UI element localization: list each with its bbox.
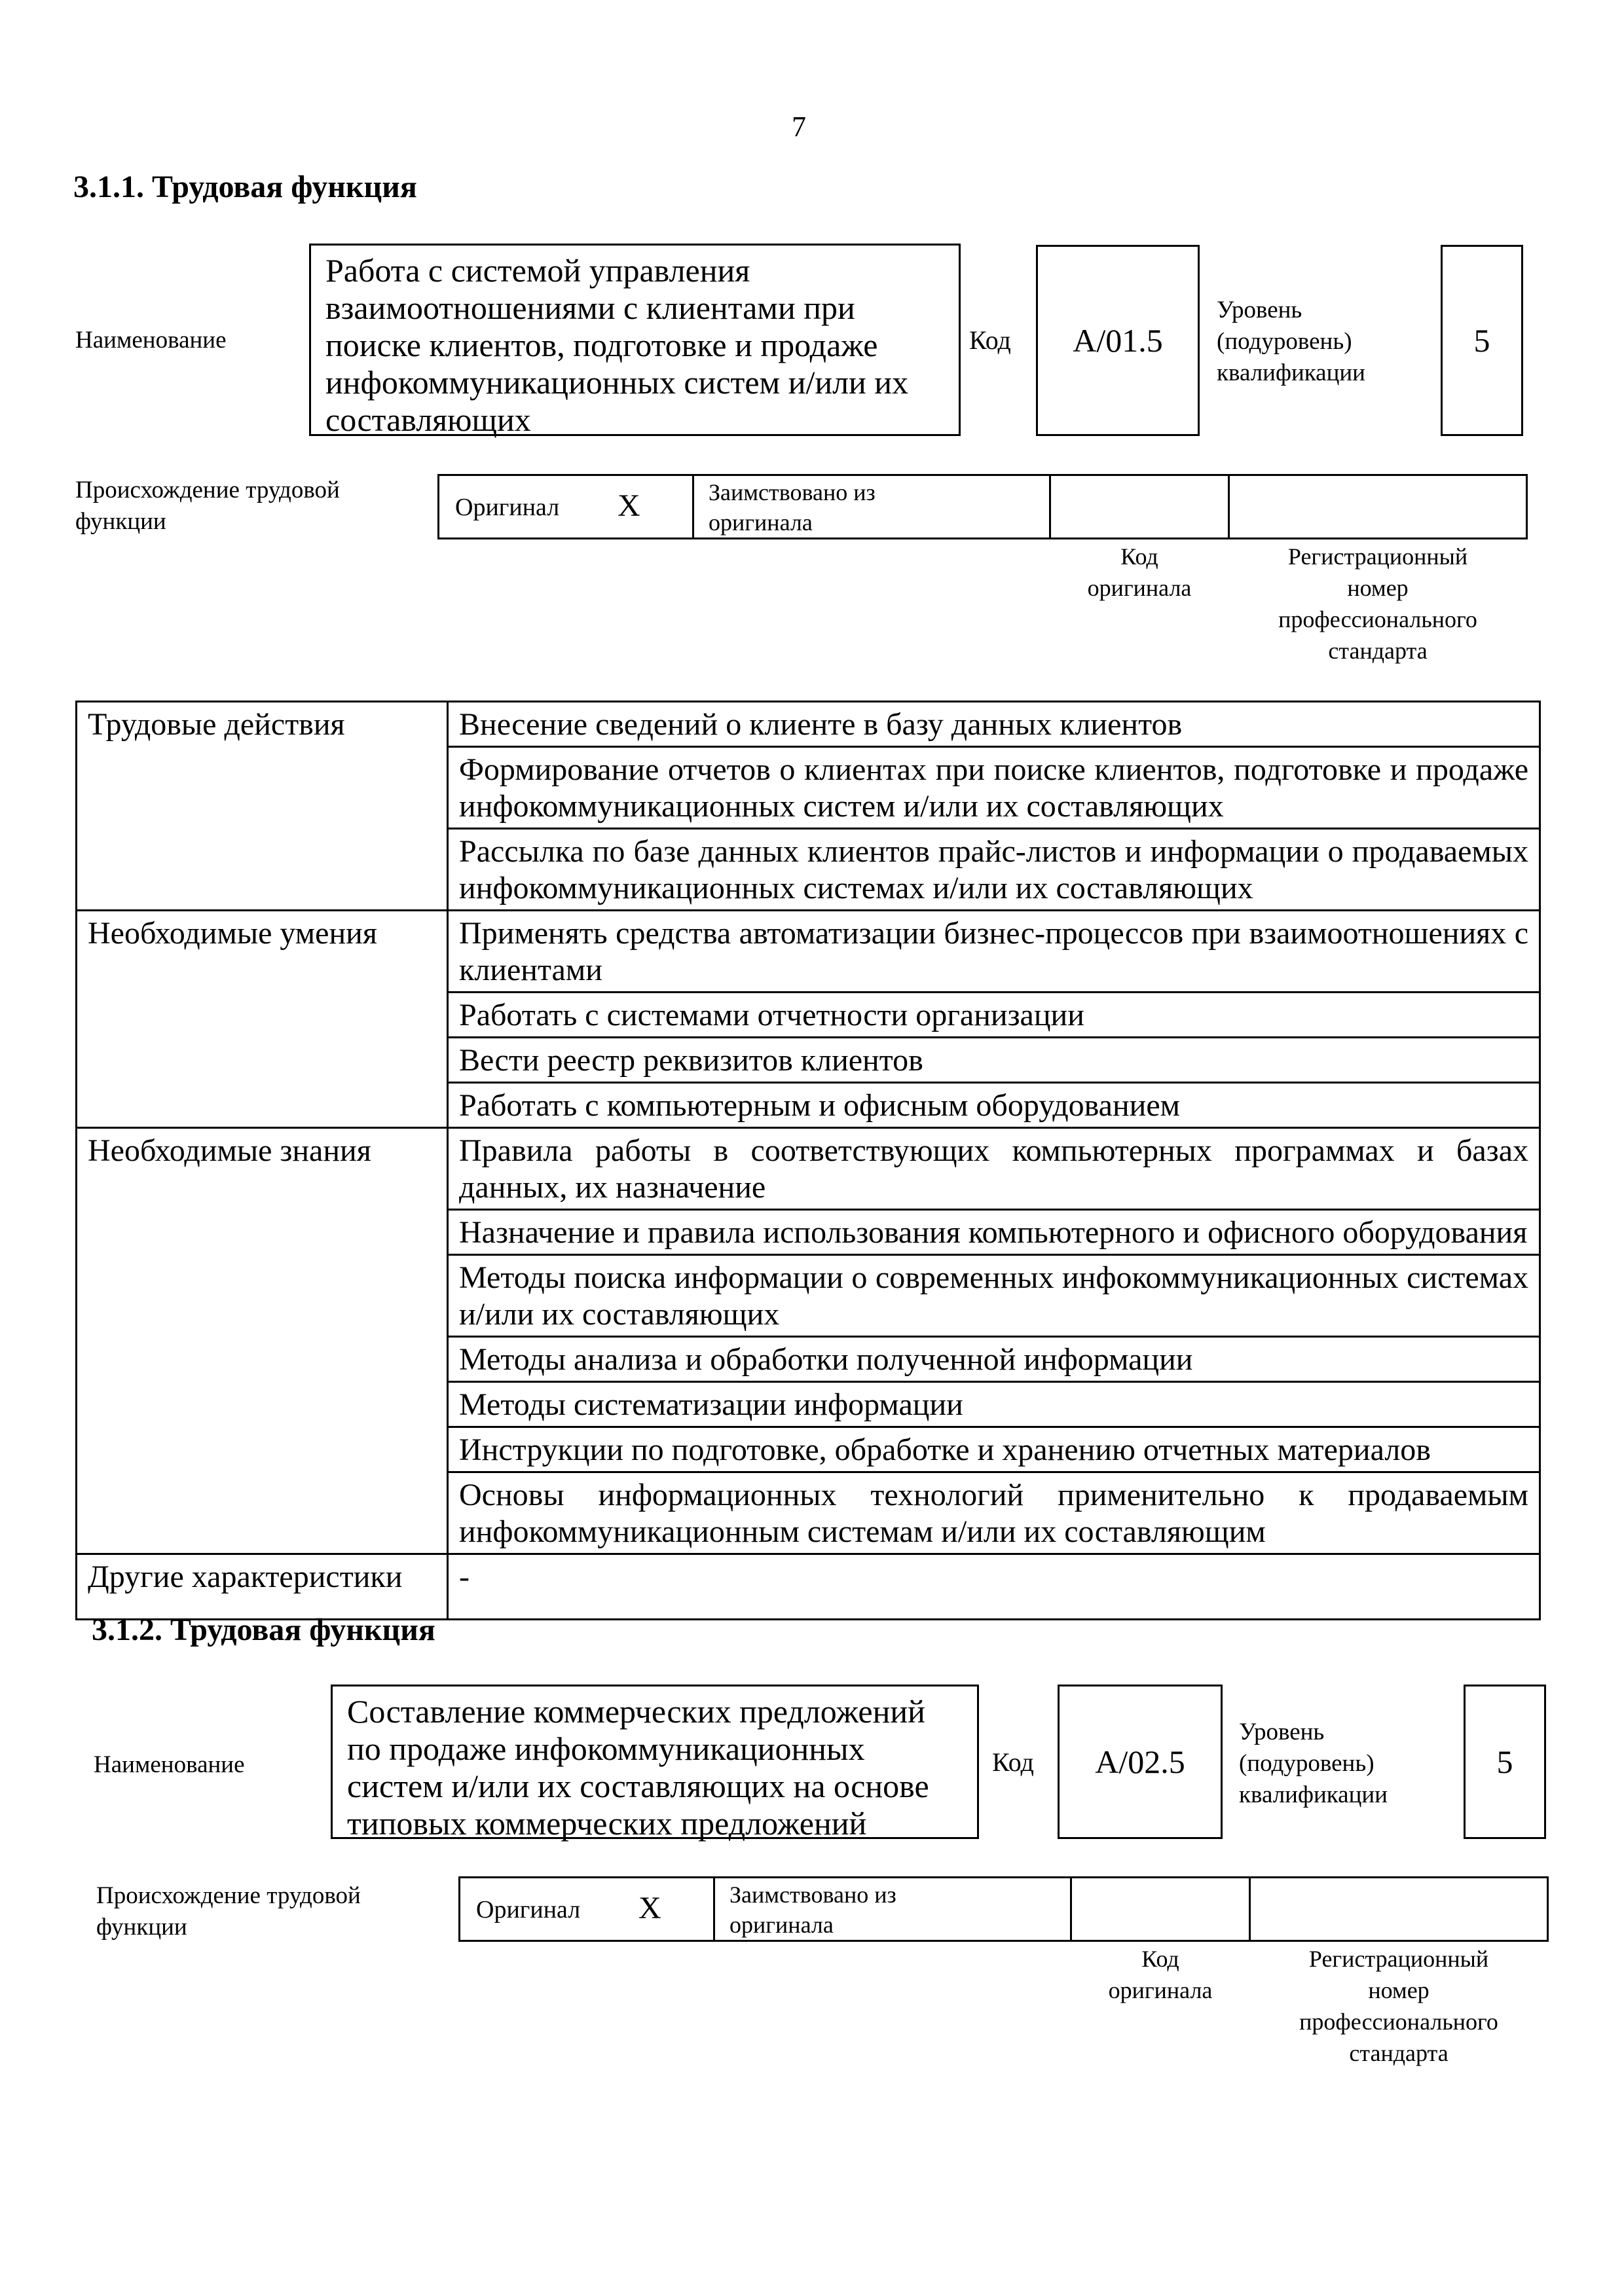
name-line: типовых коммерческих предложений [347,1805,867,1842]
section-2-level-label: Уровень (подуровень) квалификации [1239,1719,1388,1808]
section-2-name-label: Наименование [94,1751,245,1778]
table-cell-item: Применять средства автоматизации бизнес-процессов при взаимоотношениях с клиентами [448,911,1540,993]
original-label: Оригинал [455,494,560,521]
section-1-name-box [309,244,961,436]
name-line: поиске клиентов, подготовке и продаже [325,327,878,363]
section-1-code-orig-caption: Код оригинала [1087,543,1192,601]
row-group-label: Необходимые умения [77,911,448,1128]
section-1-code-value: A/01.5 [1036,245,1200,436]
name-line: взаимоотношениями с клиентами при [325,289,855,326]
table-cell-item: Назначение и правила использования компьютерного и офисного оборудования [448,1210,1540,1255]
section-2-reg-caption: Регистрационный номер профессионального стандарта [1299,1946,1498,2066]
section-1-name-label: Наименование [75,327,227,354]
section-1-level-label: Уровень (подуровень) квалификации [1217,297,1365,386]
name-line: составляющих [325,401,531,438]
borrowed-label: Заимствовано из оригинала [729,1882,896,1938]
table-cell-item: Формирование отчетов о клиентах при поиске клиентов, подготовке и продаже инфокоммуникационных систем и/или их составляющих [448,747,1540,829]
section-2-original-code-cell [1070,1876,1251,1942]
table-cell-item: Работать с компьютерным и офисным оборудованием [448,1083,1540,1128]
table-cell-item: Основы информационных технологий применительно к продаваемым инфокоммуникационным системам и/или их составляющим [448,1472,1540,1554]
borrowed-label: Заимствовано из оригинала [709,479,876,536]
table-cell-item: Методы анализа и обработки полученной информации [448,1337,1540,1382]
table-cell-item: - [448,1554,1540,1620]
table-row [77,911,1540,993]
name-line: инфокоммуникационных систем и/или их [325,364,909,401]
section-2-name-box [331,1685,979,1842]
table-cell-item: Правила работы в соответствующих компьютерных программах и базах данных, их назначение [448,1128,1540,1210]
table-cell-item: Внесение сведений о клиенте в базу данных клиентов [448,702,1540,747]
name-line: систем и/или их составляющих на основе [347,1768,929,1804]
section-2-level-value: 5 [1464,1685,1546,1839]
original-mark: X [638,1891,661,1925]
section-1-borrowed-cell [692,474,1051,539]
table-row [77,1554,1540,1620]
page-number: 7 [792,111,806,143]
section-2-reg-number-cell [1249,1876,1549,1942]
section-1-original-code-cell [1049,474,1230,539]
table-cell-item: Рассылка по базе данных клиентов прайс-листов и информации о продаваемых инфокоммуникационных системах и/или их составляющих [448,829,1540,911]
section-2-code-label: Код [992,1747,1034,1777]
table-row [77,702,1540,747]
section-1-level-value: 5 [1441,245,1523,436]
section-1-reg-number-cell [1228,474,1528,539]
name-line: Составление коммерческих предложений [347,1693,925,1730]
table-cell-item: Работать с системами отчетности организации [448,993,1540,1038]
section-1-original-cell [437,474,694,539]
table-cell-item: Инструкции по подготовке, обработке и хранению отчетных материалов [448,1427,1540,1472]
section-2-original-cell [458,1876,715,1942]
labor-function-table [75,701,1541,1620]
row-group-label: Трудовые действия [77,702,448,911]
section-2-borrowed-cell [713,1876,1072,1942]
table-cell-item: Методы систематизации информации [448,1382,1540,1427]
original-mark: X [618,488,640,523]
table-cell-item: Методы поиска информации о современных инфокоммуникационных системах и/или их составляющих [448,1255,1540,1337]
table-cell-item: Вести реестр реквизитов клиентов [448,1038,1540,1083]
table-row [77,1128,1540,1210]
section-2-code-orig-caption: Код оригинала [1108,1946,1213,2003]
section-1-code-label: Код [969,325,1011,355]
section-1-origin-label: Происхождение трудовой функции [75,477,340,535]
name-line: по продаже инфокоммуникационных [347,1730,865,1767]
name-line: Работа с системой управления [325,252,750,289]
section-1-title: 3.1.1. Трудовая функция [73,170,417,204]
section-2-origin-label: Происхождение трудовой функции [96,1882,361,1941]
row-group-label: Другие характеристики [77,1554,448,1620]
section-1-reg-caption: Регистрационный номер профессионального стандарта [1278,543,1477,664]
section-2-title: 3.1.2. Трудовая функция [92,1613,435,1647]
row-group-label: Необходимые знания [77,1128,448,1554]
original-label: Оригинал [476,1896,581,1923]
section-2-code-value: A/02.5 [1058,1685,1223,1839]
